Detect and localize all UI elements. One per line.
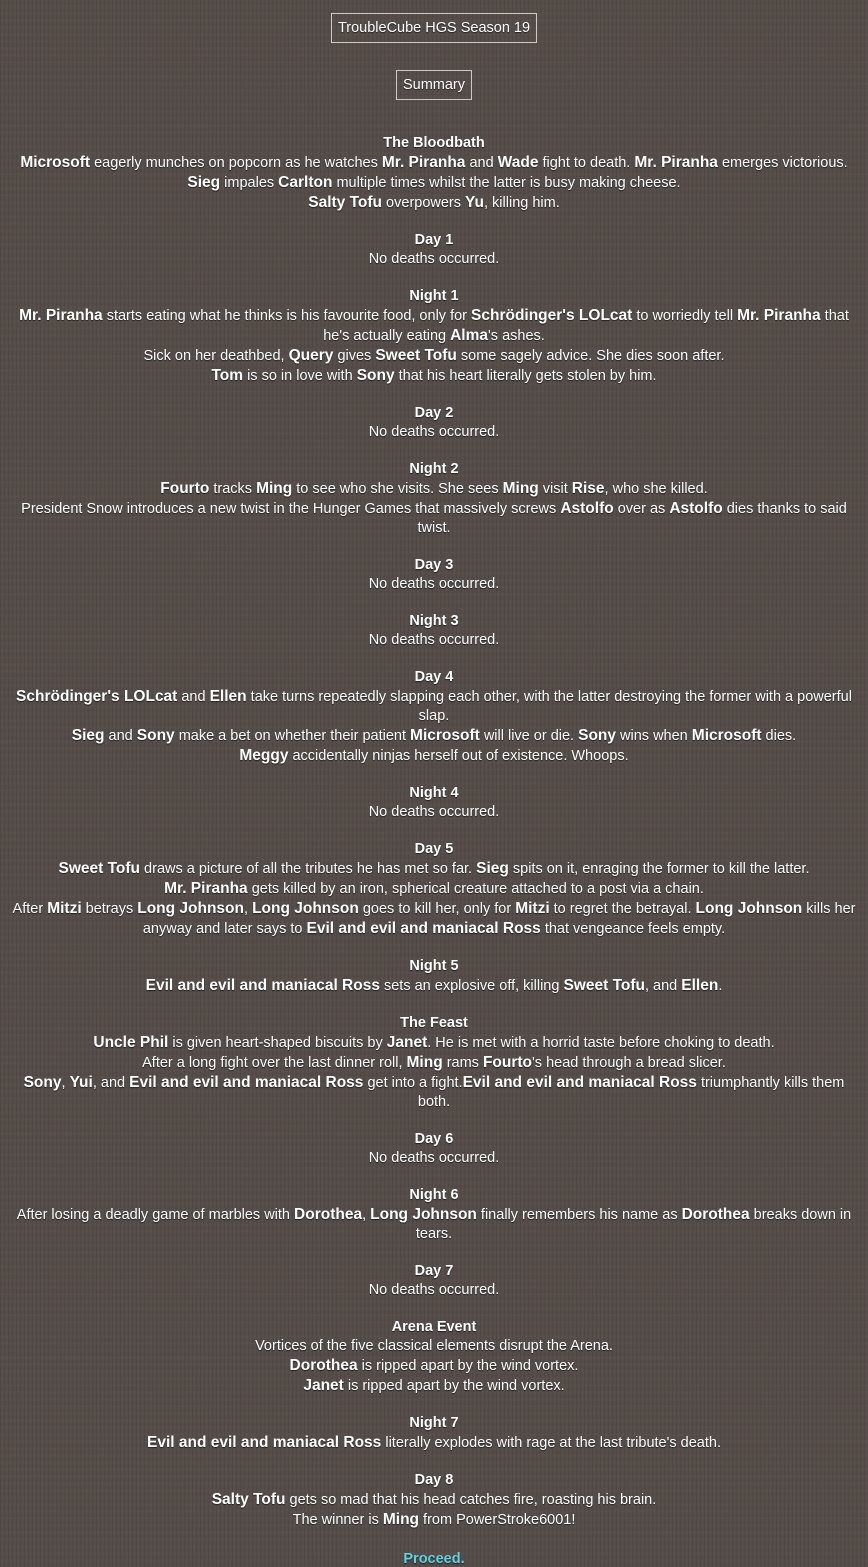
event-text: is so in love with bbox=[243, 368, 357, 384]
tribute-name: Microsoft bbox=[691, 727, 762, 744]
event-text: dies. bbox=[761, 728, 797, 744]
event-text: make a bet on whether their patient bbox=[174, 728, 411, 744]
tribute-name: Long Johnson bbox=[370, 1206, 477, 1223]
tribute-name: Evil and evil and maniacal Ross bbox=[146, 1434, 382, 1451]
tribute-name: Ming bbox=[256, 480, 293, 497]
tribute-name: Evil and evil and maniacal Ross bbox=[129, 1074, 364, 1091]
event-text: breaks down in tears. bbox=[415, 1207, 852, 1242]
event-text: that his heart literally gets stolen by him. bbox=[394, 368, 657, 384]
event-text: and bbox=[465, 155, 498, 171]
phase-section bbox=[8, 668, 860, 766]
event-text: . He is met with a horrid taste before choking to death. bbox=[427, 1035, 775, 1051]
event-text: After losing a deadly game of marbles with bbox=[16, 1207, 295, 1223]
event-text: impales bbox=[220, 175, 279, 191]
event-line bbox=[8, 366, 860, 386]
event-line bbox=[8, 575, 860, 594]
tribute-name: Sieg bbox=[187, 174, 221, 191]
summary-button[interactable]: Summary bbox=[396, 70, 472, 100]
event-text: overpowers bbox=[382, 195, 466, 211]
event-line bbox=[8, 726, 860, 746]
tribute-name: Yu bbox=[465, 194, 484, 211]
event-text: fight to death. bbox=[538, 155, 635, 171]
tribute-name: Mr. Piranha bbox=[634, 154, 718, 171]
event-line bbox=[8, 1490, 860, 1510]
phase-title: Day 2 bbox=[414, 405, 454, 421]
phase-section bbox=[8, 1262, 860, 1300]
phase-title: Day 5 bbox=[414, 841, 454, 857]
tribute-name: Uncle Phil bbox=[93, 1034, 169, 1051]
phase-title: The Feast bbox=[400, 1015, 468, 1031]
phase-title: Night 4 bbox=[409, 785, 459, 801]
event-text: emerges victorious. bbox=[717, 155, 848, 171]
event-text: No deaths occurred. bbox=[368, 251, 500, 267]
event-text: gives bbox=[333, 348, 376, 364]
event-line bbox=[8, 193, 860, 213]
phase-section bbox=[8, 612, 860, 650]
tribute-name: Mr. Piranha bbox=[737, 307, 821, 324]
tribute-name: Sweet Tofu bbox=[58, 860, 141, 877]
tribute-name: Mitzi bbox=[515, 900, 550, 917]
tribute-name: Dorothea bbox=[681, 1206, 750, 1223]
tribute-name: Sweet Tofu bbox=[563, 977, 645, 994]
phase-section bbox=[8, 404, 860, 442]
event-text: sets an explosive off, killing bbox=[379, 978, 564, 994]
tribute-name: Sony bbox=[356, 367, 395, 384]
phase-section bbox=[8, 287, 860, 386]
event-text: and bbox=[177, 689, 210, 705]
event-text: , bbox=[362, 1207, 371, 1223]
event-text: , killing him. bbox=[484, 195, 560, 211]
event-text: wins when bbox=[616, 728, 692, 744]
event-text: , and bbox=[92, 1075, 130, 1091]
phase-section bbox=[8, 784, 860, 822]
proceed-link[interactable]: Proceed. bbox=[403, 1551, 465, 1567]
event-text: No deaths occurred. bbox=[368, 576, 500, 592]
event-text: . bbox=[718, 978, 723, 994]
phase-section bbox=[8, 460, 860, 538]
event-line bbox=[8, 1356, 860, 1376]
tribute-name: Ellen bbox=[681, 977, 719, 994]
event-text: literally explodes with rage at the last tribute's death. bbox=[381, 1435, 721, 1451]
tribute-name: Evil and evil and maniacal Ross bbox=[145, 977, 380, 994]
event-text: is given heart-shaped biscuits by bbox=[168, 1035, 387, 1051]
event-text: No deaths occurred. bbox=[368, 804, 500, 820]
phase-title: Day 3 bbox=[414, 557, 454, 573]
event-text: No deaths occurred. bbox=[368, 1282, 500, 1298]
tribute-name: Wade bbox=[497, 154, 539, 171]
event-text: No deaths occurred. bbox=[368, 424, 500, 440]
event-line bbox=[8, 1053, 860, 1073]
tribute-name: Schrödinger's LOLcat bbox=[471, 307, 633, 324]
phase-section bbox=[8, 556, 860, 594]
event-text: draws a picture of all the tributes he has met so far. bbox=[140, 861, 477, 877]
tribute-name: Fourto bbox=[482, 1054, 533, 1071]
event-text: is ripped apart by the wind vortex. bbox=[357, 1358, 579, 1374]
event-text: visit bbox=[538, 481, 572, 497]
phase-title: Night 7 bbox=[409, 1415, 459, 1431]
event-line bbox=[8, 423, 860, 442]
season-title-button[interactable]: TroubleCube HGS Season 19 bbox=[331, 13, 537, 43]
event-text: to see who she visits. She sees bbox=[292, 481, 503, 497]
tribute-name: Tom bbox=[211, 367, 244, 384]
event-line bbox=[8, 1073, 860, 1112]
event-line bbox=[8, 899, 860, 939]
tribute-name: Schrödinger's LOLcat bbox=[16, 688, 178, 705]
phase-section bbox=[8, 1471, 860, 1530]
event-text: President Snow introduces a new twist in the Hunger Games that massively screws bbox=[21, 501, 561, 517]
phase-title: Night 1 bbox=[409, 288, 459, 304]
event-text: , who she killed. bbox=[604, 481, 708, 497]
event-line bbox=[8, 803, 860, 822]
tribute-name: Astolfo bbox=[669, 500, 723, 517]
phase-title: Day 7 bbox=[414, 1263, 454, 1279]
event-text: , bbox=[244, 901, 253, 917]
event-line bbox=[8, 346, 860, 366]
phase-title: Night 3 bbox=[409, 613, 459, 629]
tribute-name: Long Johnson bbox=[137, 900, 244, 917]
event-line bbox=[8, 1281, 860, 1300]
tribute-name: Fourto bbox=[160, 480, 210, 497]
event-text: gets so mad that his head catches fire, roasting his brain. bbox=[285, 1492, 657, 1508]
event-line bbox=[8, 879, 860, 899]
tribute-name: Sony bbox=[136, 727, 175, 744]
event-text: some sagely advice. She dies soon after. bbox=[456, 348, 725, 364]
events-list bbox=[0, 134, 868, 1530]
phase-section bbox=[8, 1186, 860, 1244]
tribute-name: Sieg bbox=[71, 727, 105, 744]
tribute-name: Microsoft bbox=[410, 727, 480, 744]
phase-section bbox=[8, 1318, 860, 1396]
tribute-name: Microsoft bbox=[20, 154, 91, 171]
phase-section bbox=[8, 957, 860, 996]
event-text: 's ashes. bbox=[488, 328, 545, 344]
tribute-name: Alma bbox=[450, 327, 489, 344]
event-line bbox=[8, 1510, 860, 1530]
tribute-name: Janet bbox=[303, 1377, 344, 1394]
phase-title: Day 6 bbox=[414, 1131, 454, 1147]
tribute-name: Long Johnson bbox=[252, 900, 359, 917]
event-text: dies thanks to said twist. bbox=[417, 501, 847, 536]
event-line bbox=[8, 173, 860, 193]
event-text: take turns repeatedly slapping each other, with the latter destroying the former with a powerful slap. bbox=[246, 689, 852, 724]
phase-section bbox=[8, 1014, 860, 1112]
tribute-name: Rise bbox=[571, 480, 605, 497]
event-line bbox=[8, 1433, 860, 1453]
event-line bbox=[8, 631, 860, 650]
event-text: The winner is bbox=[292, 1512, 383, 1528]
event-line bbox=[8, 306, 860, 346]
event-text: After bbox=[12, 901, 48, 917]
event-text: to regret the betrayal. bbox=[549, 901, 696, 917]
event-line bbox=[8, 1337, 860, 1356]
event-text: spits on it, enraging the former to kill the latter. bbox=[508, 861, 810, 877]
phase-title: Day 8 bbox=[414, 1472, 454, 1488]
phase-section bbox=[8, 1414, 860, 1453]
tribute-name: Evil and evil and maniacal Ross bbox=[306, 920, 541, 937]
event-line bbox=[8, 1033, 860, 1053]
event-line bbox=[8, 250, 860, 269]
event-text: finally remembers his name as bbox=[476, 1207, 682, 1223]
tribute-name: Sony bbox=[23, 1074, 62, 1091]
event-text: goes to kill her, only for bbox=[358, 901, 516, 917]
tribute-name: Ming bbox=[382, 1511, 420, 1528]
event-text: No deaths occurred. bbox=[368, 632, 500, 648]
tribute-name: Carlton bbox=[278, 174, 333, 191]
event-text: , bbox=[61, 1075, 70, 1091]
phase-title: Night 2 bbox=[409, 461, 459, 477]
phase-section bbox=[8, 134, 860, 213]
phase-section bbox=[8, 1130, 860, 1168]
event-text: kills her anyway and later says to bbox=[142, 901, 856, 937]
tribute-name: Mr. Piranha bbox=[381, 154, 466, 171]
tribute-name: Meggy bbox=[239, 747, 289, 764]
event-text: eagerly munches on popcorn as he watches bbox=[90, 155, 382, 171]
tribute-name: Mr. Piranha bbox=[164, 880, 248, 897]
phase-title: Night 5 bbox=[409, 958, 459, 974]
tribute-name: Dorothea bbox=[289, 1357, 358, 1374]
event-text: No deaths occurred. bbox=[368, 1150, 500, 1166]
event-text: that he's actually eating bbox=[323, 308, 849, 344]
event-text: get into a fight. bbox=[363, 1075, 463, 1091]
summary-row bbox=[0, 43, 868, 100]
event-line bbox=[8, 687, 860, 726]
tribute-name: Salty Tofu bbox=[211, 1491, 286, 1508]
event-text: gets killed by an iron, spherical creature attached to a post via a chain. bbox=[247, 881, 704, 897]
event-line bbox=[8, 746, 860, 766]
event-line bbox=[8, 1205, 860, 1244]
event-text: tracks bbox=[209, 481, 257, 497]
event-line bbox=[8, 499, 860, 538]
phase-title: Arena Event bbox=[391, 1319, 477, 1335]
event-text: 's head through a bread slicer. bbox=[532, 1055, 726, 1071]
tribute-name: Evil and evil and maniacal Ross bbox=[462, 1074, 697, 1091]
event-line bbox=[8, 859, 860, 879]
tribute-name: Salty Tofu bbox=[308, 194, 383, 211]
event-text: is ripped apart by the wind vortex. bbox=[343, 1378, 565, 1394]
event-text: After a long fight over the last dinner roll, bbox=[142, 1055, 407, 1071]
event-text: rams bbox=[442, 1055, 483, 1071]
event-text: , and bbox=[645, 978, 682, 994]
event-text: Vortices of the five classical elements disrupt the Arena. bbox=[255, 1338, 613, 1354]
tribute-name: Ellen bbox=[209, 688, 247, 705]
event-text: to worriedly tell bbox=[632, 308, 738, 324]
event-text: from PowerStroke6001! bbox=[419, 1512, 576, 1528]
phase-title: The Bloodbath bbox=[383, 135, 485, 151]
tribute-name: Sieg bbox=[476, 860, 509, 877]
tribute-name: Query bbox=[288, 347, 334, 364]
proceed-row bbox=[0, 1548, 868, 1567]
tribute-name: Sweet Tofu bbox=[375, 347, 457, 364]
event-text: accidentally ninjas herself out of existence. Whoops. bbox=[288, 748, 629, 764]
tribute-name: Ming bbox=[406, 1054, 443, 1071]
event-line bbox=[8, 976, 860, 996]
event-text: betrays bbox=[81, 901, 138, 917]
tribute-name: Mitzi bbox=[47, 900, 82, 917]
event-line bbox=[8, 1376, 860, 1396]
tribute-name: Janet bbox=[386, 1034, 428, 1051]
phase-section bbox=[8, 231, 860, 269]
event-text: will live or die. bbox=[479, 728, 579, 744]
event-line bbox=[8, 1149, 860, 1168]
event-text: and bbox=[104, 728, 137, 744]
event-text: starts eating what he thinks is his favourite food, only for bbox=[102, 308, 472, 324]
phase-title: Night 6 bbox=[409, 1187, 459, 1203]
title-row bbox=[0, 0, 868, 43]
tribute-name: Mr. Piranha bbox=[19, 307, 103, 324]
phase-title: Day 1 bbox=[414, 232, 454, 248]
tribute-name: Long Johnson bbox=[695, 900, 803, 917]
event-text: over as bbox=[613, 501, 670, 517]
event-text: multiple times whilst the latter is busy making cheese. bbox=[332, 175, 681, 191]
tribute-name: Sony bbox=[578, 727, 617, 744]
phase-section bbox=[8, 840, 860, 939]
event-line bbox=[8, 479, 860, 499]
event-text: Sick on her deathbed, bbox=[143, 348, 289, 364]
event-line bbox=[8, 153, 860, 173]
event-text: that vengeance feels empty. bbox=[540, 921, 726, 937]
event-text: triumphantly kills them both. bbox=[417, 1075, 845, 1110]
tribute-name: Yui bbox=[69, 1074, 93, 1091]
tribute-name: Ming bbox=[502, 480, 539, 497]
tribute-name: Dorothea bbox=[294, 1206, 363, 1223]
phase-title: Day 4 bbox=[414, 669, 454, 685]
tribute-name: Astolfo bbox=[560, 500, 614, 517]
